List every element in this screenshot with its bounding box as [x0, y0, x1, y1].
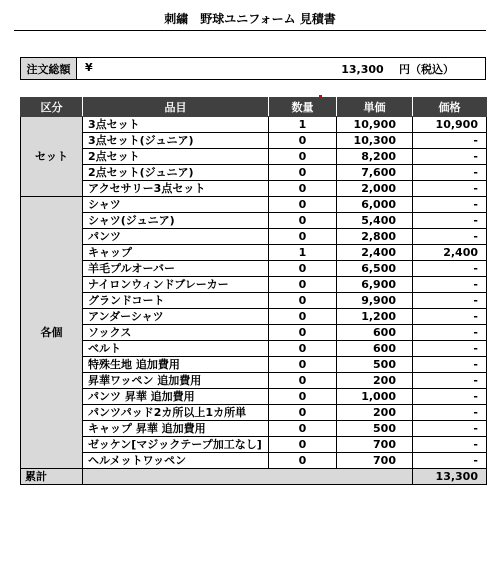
quantity-cell: 0: [269, 453, 337, 469]
item-name-cell: 3点セット: [83, 117, 269, 133]
unit-price-cell: 500: [337, 421, 413, 437]
item-name-cell: 2点セット: [83, 149, 269, 165]
order-total-unit: 円（税込）: [399, 62, 454, 76]
table-row: [21, 437, 487, 453]
table-row: [21, 165, 487, 181]
item-name-cell: パンツ: [83, 229, 269, 245]
order-total-cell: [77, 58, 486, 80]
unit-price-cell: 6,900: [337, 277, 413, 293]
item-name-cell: ベルト: [83, 341, 269, 357]
quantity-cell: 0: [269, 437, 337, 453]
item-name-cell: シャツ: [83, 197, 269, 213]
category-cell: セット: [21, 117, 83, 197]
price-cell: -: [413, 149, 487, 165]
table-row: [21, 357, 487, 373]
price-cell: 10,900: [413, 117, 487, 133]
item-name-cell: 昇華ワッペン 追加費用: [83, 373, 269, 389]
price-cell: -: [413, 229, 487, 245]
price-cell: -: [413, 405, 487, 421]
document-title: 刺繍 野球ユニフォーム 見積書: [164, 12, 336, 26]
price-cell: 2,400: [413, 245, 487, 261]
table-row: [21, 293, 487, 309]
header-price: 価格: [413, 98, 487, 117]
item-name-cell: キャップ 昇華 追加費用: [83, 421, 269, 437]
item-name-cell: ソックス: [83, 325, 269, 341]
unit-price-cell: 8,200: [337, 149, 413, 165]
table-row: [21, 421, 487, 437]
header-category: 区分: [21, 98, 83, 117]
sum-label: 累計: [21, 469, 83, 485]
price-cell: -: [413, 165, 487, 181]
table-row: [21, 133, 487, 149]
header-quantity: 数量: [269, 98, 337, 117]
table-row: [21, 405, 487, 421]
item-name-cell: 特殊生地 追加費用: [83, 357, 269, 373]
item-name-cell: 2点セット(ジュニア): [83, 165, 269, 181]
unit-price-cell: 500: [337, 357, 413, 373]
unit-price-cell: 1,200: [337, 309, 413, 325]
unit-price-cell: 200: [337, 405, 413, 421]
unit-price-cell: 5,400: [337, 213, 413, 229]
table-row: [21, 341, 487, 357]
unit-price-cell: 600: [337, 325, 413, 341]
unit-price-cell: 7,600: [337, 165, 413, 181]
title-underline: [14, 30, 486, 31]
unit-price-cell: 10,300: [337, 133, 413, 149]
item-name-cell: アンダーシャツ: [83, 309, 269, 325]
quantity-cell: 0: [269, 165, 337, 181]
quantity-cell: 0: [269, 277, 337, 293]
unit-price-cell: 2,000: [337, 181, 413, 197]
header-unit-price: 単価: [337, 98, 413, 117]
table-row: [21, 373, 487, 389]
quantity-cell: 1: [269, 117, 337, 133]
sum-row: [21, 469, 487, 485]
quantity-cell: 0: [269, 389, 337, 405]
quantity-cell: 0: [269, 341, 337, 357]
order-total-amount: 13,300: [341, 62, 384, 76]
quantity-cell: 0: [269, 213, 337, 229]
price-cell: -: [413, 421, 487, 437]
quantity-cell: 0: [269, 149, 337, 165]
price-cell: -: [413, 437, 487, 453]
quantity-cell: 0: [269, 325, 337, 341]
order-total-table: [20, 57, 486, 80]
unit-price-cell: 1,000: [337, 389, 413, 405]
table-row: [21, 261, 487, 277]
unit-price-cell: 6,500: [337, 261, 413, 277]
quantity-cell: 0: [269, 229, 337, 245]
item-name-cell: パンツ 昇華 追加費用: [83, 389, 269, 405]
price-cell: -: [413, 325, 487, 341]
sum-total: 13,300: [413, 469, 487, 485]
quantity-cell: 0: [269, 197, 337, 213]
price-cell: -: [413, 453, 487, 469]
table-row: [21, 325, 487, 341]
price-cell: -: [413, 389, 487, 405]
quantity-cell: 0: [269, 405, 337, 421]
quantity-cell: 0: [269, 181, 337, 197]
header-item: 品目: [83, 98, 269, 117]
table-row: [21, 389, 487, 405]
order-total-row: [21, 58, 486, 80]
price-cell: -: [413, 373, 487, 389]
price-cell: -: [413, 213, 487, 229]
unit-price-cell: 700: [337, 453, 413, 469]
quantity-cell: 0: [269, 373, 337, 389]
table-row: [21, 149, 487, 165]
table-row: [21, 197, 487, 213]
item-name-cell: アクセサリー3点セット: [83, 181, 269, 197]
price-cell: -: [413, 357, 487, 373]
quantity-cell: 0: [269, 309, 337, 325]
price-cell: -: [413, 197, 487, 213]
item-name-cell: 3点セット(ジュニア): [83, 133, 269, 149]
quantity-cell: 0: [269, 421, 337, 437]
quantity-cell: 0: [269, 261, 337, 277]
currency-symbol: ¥: [85, 60, 93, 74]
table-row: [21, 213, 487, 229]
item-name-cell: シャツ(ジュニア): [83, 213, 269, 229]
sum-spacer: [83, 469, 413, 485]
quantity-cell: 0: [269, 133, 337, 149]
table-row: [21, 229, 487, 245]
category-cell: 各個: [21, 197, 83, 469]
unit-price-cell: 200: [337, 373, 413, 389]
unit-price-cell: 600: [337, 341, 413, 357]
table-row: [21, 181, 487, 197]
quantity-cell: 0: [269, 357, 337, 373]
table-row: [21, 277, 487, 293]
item-name-cell: ゼッケン[マジックテープ加工なし]: [83, 437, 269, 453]
estimate-table: [20, 97, 487, 485]
table-header-row: [21, 98, 487, 117]
price-cell: -: [413, 277, 487, 293]
price-cell: -: [413, 261, 487, 277]
unit-price-cell: 2,800: [337, 229, 413, 245]
table-row: [21, 309, 487, 325]
unit-price-cell: 2,400: [337, 245, 413, 261]
unit-price-cell: 6,000: [337, 197, 413, 213]
item-name-cell: パンツパッド2カ所以上1カ所単: [83, 405, 269, 421]
unit-price-cell: 700: [337, 437, 413, 453]
item-name-cell: ヘルメットワッペン: [83, 453, 269, 469]
order-total-value-group: [341, 61, 480, 77]
unit-price-cell: 9,900: [337, 293, 413, 309]
quantity-cell: 1: [269, 245, 337, 261]
price-cell: -: [413, 181, 487, 197]
item-name-cell: グランドコート: [83, 293, 269, 309]
price-cell: -: [413, 293, 487, 309]
order-total-label: 注文総額: [21, 58, 77, 80]
price-cell: -: [413, 309, 487, 325]
table-row: [21, 245, 487, 261]
item-name-cell: 羊毛プルオーバー: [83, 261, 269, 277]
quantity-cell: 0: [269, 293, 337, 309]
table-row: [21, 453, 487, 469]
unit-price-cell: 10,900: [337, 117, 413, 133]
item-name-cell: キャップ: [83, 245, 269, 261]
table-row: [21, 117, 487, 133]
price-cell: -: [413, 133, 487, 149]
item-name-cell: ナイロンウィンドブレーカー: [83, 277, 269, 293]
price-cell: -: [413, 341, 487, 357]
table-body: [21, 117, 487, 469]
